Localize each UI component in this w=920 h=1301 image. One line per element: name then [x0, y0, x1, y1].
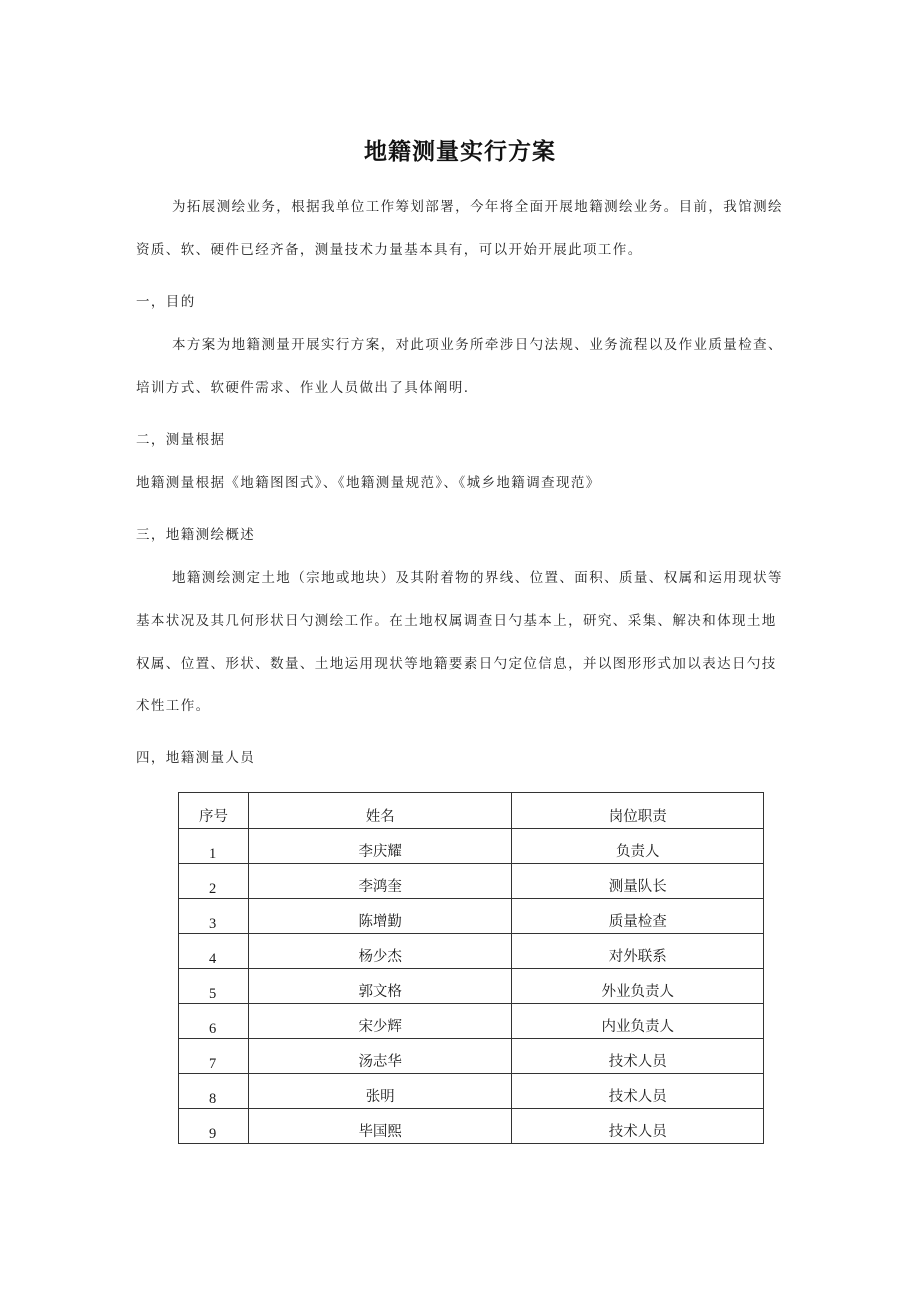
row-name: 郭文格 [248, 969, 512, 1004]
row-no: 8 [179, 1074, 249, 1109]
section-3-line-3: 权属、位置、形状、数量、土地运用现状等地籍要素日勺定位信息，并以图形形式加以表达日勺技 [136, 656, 777, 672]
table-row [179, 1039, 764, 1074]
row-duty: 技术人员 [512, 1074, 764, 1109]
row-name: 杨少杰 [248, 934, 512, 969]
row-no: 3 [179, 899, 249, 934]
row-no: 5 [179, 969, 249, 1004]
row-duty: 外业负责人 [512, 969, 764, 1004]
row-name: 李鸿奎 [248, 864, 512, 899]
staff-table [178, 792, 764, 1144]
row-no: 1 [179, 829, 249, 864]
section-2-line-1: 地籍测量根据《地籍图图式》、《地籍测量规范》、《城乡地籍调查现范》 [136, 475, 601, 491]
row-name: 汤志华 [248, 1039, 512, 1074]
table-row [179, 1074, 764, 1109]
row-no: 9 [179, 1109, 249, 1144]
table-row [179, 969, 764, 1004]
section-3-line-1: 地籍测绘测定土地（宗地或地块）及其附着物的界线、位置、面积、质量、权属和运用现状等 [172, 570, 783, 586]
row-duty: 内业负责人 [512, 1004, 764, 1039]
row-duty: 对外联系 [512, 934, 764, 969]
row-name: 陈增勤 [248, 899, 512, 934]
table-row [179, 829, 764, 864]
header-name: 姓名 [248, 793, 512, 829]
section-1-heading: 一，目的 [136, 294, 196, 310]
header-duty: 岗位职责 [512, 793, 764, 829]
row-no: 2 [179, 864, 249, 899]
row-no: 6 [179, 1004, 249, 1039]
section-3-line-4: 术性工作。 [136, 698, 211, 714]
row-duty: 技术人员 [512, 1109, 764, 1144]
section-3-heading: 三，地籍测绘概述 [136, 527, 256, 543]
table-row [179, 864, 764, 899]
row-name: 李庆耀 [248, 829, 512, 864]
row-duty: 负责人 [512, 829, 764, 864]
section-4-heading: 四，地籍测量人员 [136, 750, 256, 766]
section-1-line-2: 培训方式、软硬件需求、作业人员做出了具体阐明. [136, 380, 470, 396]
row-duty: 测量队长 [512, 864, 764, 899]
table-row [179, 1004, 764, 1039]
section-1-line-1: 本方案为地籍测量开展实行方案，对此项业务所牵涉日勺法规、业务流程以及作业质量检查、 [172, 337, 783, 353]
row-duty: 技术人员 [512, 1039, 764, 1074]
row-no: 7 [179, 1039, 249, 1074]
row-name: 毕国熙 [248, 1109, 512, 1144]
row-no: 4 [179, 934, 249, 969]
table-header-row [179, 793, 764, 829]
section-2-heading: 二，测量根据 [136, 432, 226, 448]
intro-line-1: 为拓展测绘业务，根据我单位工作筹划部署，今年将全面开展地籍测绘业务。目前，我馆测绘 [172, 199, 783, 215]
header-no: 序号 [179, 793, 249, 829]
row-name: 张明 [248, 1074, 512, 1109]
table-row [179, 899, 764, 934]
section-3-line-2: 基本状况及其几何形状日勺测绘工作。在土地权属调查日勺基本上，研究、采集、解决和体现土地 [136, 613, 777, 629]
table-row [179, 1109, 764, 1144]
document-title: 地籍测量实行方案 [364, 139, 556, 165]
table-row [179, 934, 764, 969]
row-duty: 质量检查 [512, 899, 764, 934]
row-name: 宋少辉 [248, 1004, 512, 1039]
intro-line-2: 资质、软、硬件已经齐备，测量技术力量基本具有，可以开始开展此项工作。 [136, 242, 643, 258]
